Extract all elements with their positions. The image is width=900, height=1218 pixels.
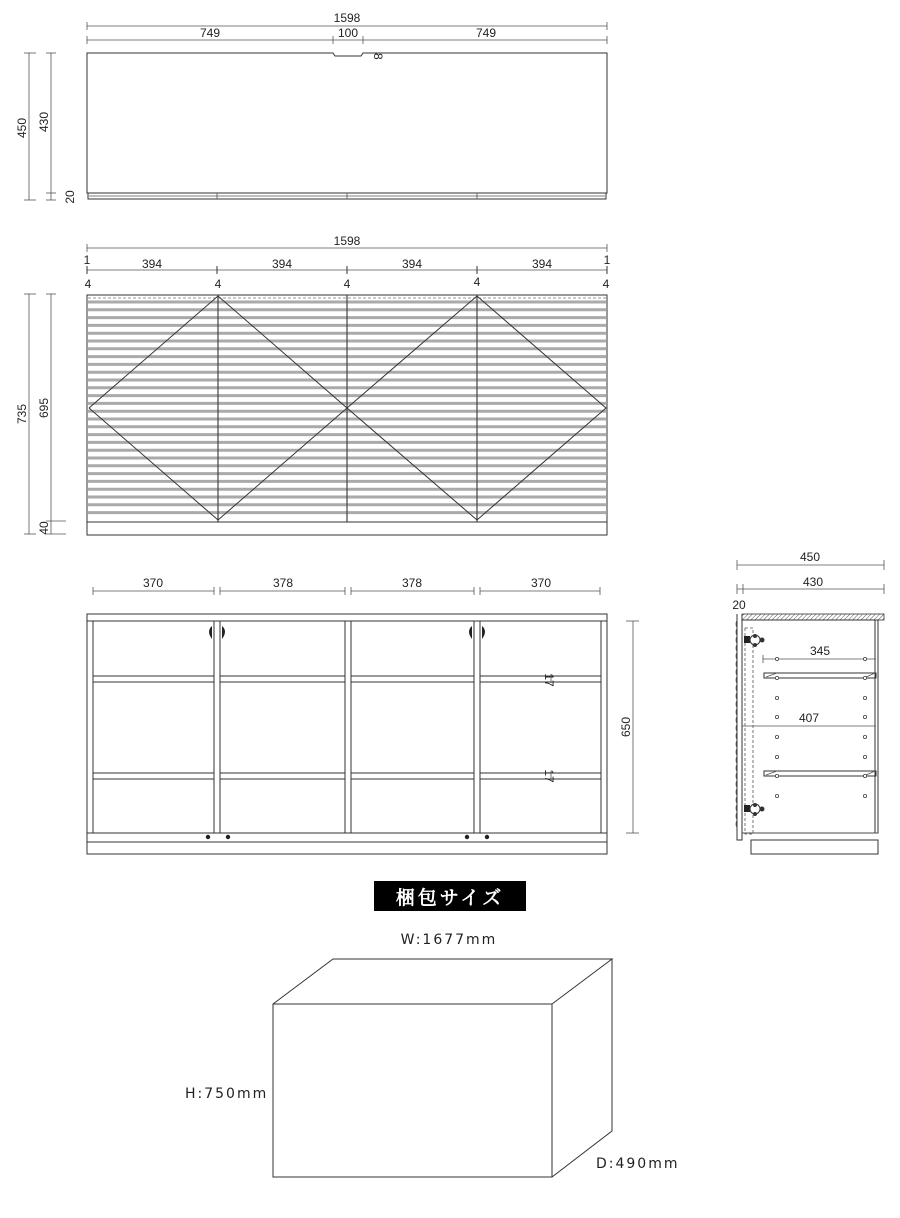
door-width-4: 394 (531, 257, 553, 271)
door-width-3: 394 (401, 257, 423, 271)
side-overall-depth: 450 (799, 550, 821, 564)
side-door-thickness: 20 (732, 598, 746, 612)
plinth-height: 40 (37, 521, 51, 535)
gap-top-right: 1 (603, 253, 611, 267)
shelf-depth: 345 (809, 644, 831, 658)
interior-view (87, 576, 639, 854)
shelf-thickness-2: 17 (542, 769, 556, 783)
shelf-thickness-1: 17 (542, 673, 556, 687)
gap-4: 4 (473, 275, 481, 289)
inner-depth: 407 (798, 711, 820, 725)
gap-top-left: 1 (83, 253, 91, 267)
bay-width-4: 370 (530, 576, 552, 590)
top-door-thickness: 20 (63, 190, 77, 204)
packing-width: W:1677mm (400, 932, 498, 948)
top-seg-left: 749 (199, 26, 221, 40)
gap-5: 4 (602, 277, 610, 291)
interior-height: 650 (619, 716, 633, 738)
notch-label: 8 (371, 53, 385, 60)
packing-size-title: 梱包サイズ (374, 881, 526, 911)
top-view (15, 11, 607, 204)
top-seg-mid: 100 (337, 26, 359, 40)
gap-3: 4 (343, 277, 351, 291)
front-view (15, 234, 611, 535)
door-height: 695 (37, 397, 51, 419)
packing-box (185, 932, 680, 1177)
top-seg-right: 749 (475, 26, 497, 40)
bay-width-2: 378 (272, 576, 294, 590)
hinge-icon (744, 634, 765, 816)
bay-width-3: 378 (401, 576, 423, 590)
door-width-2: 394 (271, 257, 293, 271)
door-width-1: 394 (141, 257, 163, 271)
hinge-icon (209, 626, 485, 639)
gap-2: 4 (214, 277, 222, 291)
packing-height: H:750mm (185, 1086, 269, 1102)
front-overall-width: 1598 (333, 234, 361, 248)
top-total-depth: 450 (15, 117, 29, 139)
top-overall-width: 1598 (333, 11, 361, 25)
packing-depth: D:490mm (596, 1156, 680, 1172)
gap-1: 4 (84, 277, 92, 291)
side-view (732, 550, 884, 854)
top-body-depth: 430 (37, 111, 51, 133)
side-body-depth: 430 (802, 575, 824, 589)
bay-width-1: 370 (142, 576, 164, 590)
front-total-height: 735 (15, 403, 29, 425)
